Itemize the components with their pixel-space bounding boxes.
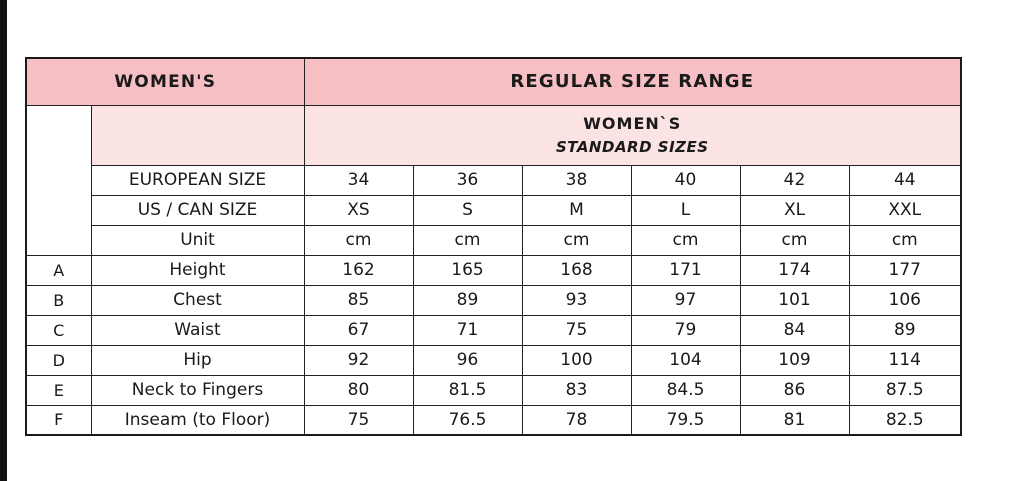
table-row	[26, 255, 961, 285]
row-label: Height	[91, 255, 304, 285]
table-row	[26, 195, 961, 225]
measure-letter: F	[26, 405, 91, 435]
size-value-cell: XXL	[849, 195, 961, 225]
measure-letter: C	[26, 315, 91, 345]
size-value-cell: 75	[522, 315, 631, 345]
size-value-cell: 96	[413, 345, 522, 375]
subheader-title: WOMEN`S	[583, 114, 682, 133]
row-label: Unit	[91, 225, 304, 255]
size-value-cell: 85	[304, 285, 413, 315]
size-value-cell: 89	[413, 285, 522, 315]
size-value-cell: 100	[522, 345, 631, 375]
size-value-cell: 42	[740, 165, 849, 195]
size-value-cell: 162	[304, 255, 413, 285]
size-value-cell: cm	[740, 225, 849, 255]
table-row	[26, 405, 961, 435]
standard-sizes-header	[304, 105, 961, 165]
size-value-cell: 177	[849, 255, 961, 285]
size-value-cell: 75	[304, 405, 413, 435]
subheader-blank-cell	[91, 105, 304, 165]
size-value-cell: 97	[631, 285, 740, 315]
row-label: Neck to Fingers	[91, 375, 304, 405]
table-row	[26, 285, 961, 315]
size-value-cell: 78	[522, 405, 631, 435]
table-row	[26, 165, 961, 195]
size-value-cell: 104	[631, 345, 740, 375]
size-value-cell: 84	[740, 315, 849, 345]
size-chart-table	[25, 57, 962, 436]
row-label: US / CAN SIZE	[91, 195, 304, 225]
subheader-row	[26, 105, 961, 165]
size-value-cell: 171	[631, 255, 740, 285]
womens-header: WOMEN'S	[26, 58, 304, 105]
size-value-cell: 71	[413, 315, 522, 345]
size-value-cell: 82.5	[849, 405, 961, 435]
table-row	[26, 375, 961, 405]
table-row	[26, 225, 961, 255]
size-value-cell: 81	[740, 405, 849, 435]
size-value-cell: 83	[522, 375, 631, 405]
size-value-cell: 106	[849, 285, 961, 315]
subheader-subtitle: STANDARD SIZES	[555, 138, 709, 156]
row-label: EUROPEAN SIZE	[91, 165, 304, 195]
size-value-cell: 174	[740, 255, 849, 285]
size-value-cell: S	[413, 195, 522, 225]
size-value-cell: 101	[740, 285, 849, 315]
size-value-cell: 79	[631, 315, 740, 345]
size-value-cell: cm	[304, 225, 413, 255]
measure-letter: D	[26, 345, 91, 375]
row-label: Chest	[91, 285, 304, 315]
measure-letter: E	[26, 375, 91, 405]
size-value-cell: cm	[413, 225, 522, 255]
size-value-cell: 86	[740, 375, 849, 405]
measure-letter: A	[26, 255, 91, 285]
size-value-cell: 36	[413, 165, 522, 195]
size-value-cell: 38	[522, 165, 631, 195]
size-value-cell: 76.5	[413, 405, 522, 435]
size-value-cell: 67	[304, 315, 413, 345]
size-value-cell: cm	[631, 225, 740, 255]
row-label: Hip	[91, 345, 304, 375]
size-value-cell: L	[631, 195, 740, 225]
row-label: Inseam (to Floor)	[91, 405, 304, 435]
size-value-cell: 79.5	[631, 405, 740, 435]
size-value-cell: 84.5	[631, 375, 740, 405]
table-row	[26, 315, 961, 345]
size-value-cell: 92	[304, 345, 413, 375]
size-value-cell: 80	[304, 375, 413, 405]
table-row	[26, 345, 961, 375]
window-edge	[0, 0, 7, 481]
letter-column-spacer	[26, 105, 91, 255]
size-value-cell: 34	[304, 165, 413, 195]
size-value-cell: XL	[740, 195, 849, 225]
size-value-cell: 44	[849, 165, 961, 195]
size-value-cell: 81.5	[413, 375, 522, 405]
size-value-cell: 87.5	[849, 375, 961, 405]
size-value-cell: 93	[522, 285, 631, 315]
size-value-cell: 40	[631, 165, 740, 195]
header-row	[26, 58, 961, 105]
size-value-cell: 89	[849, 315, 961, 345]
size-value-cell: M	[522, 195, 631, 225]
size-value-cell: cm	[849, 225, 961, 255]
size-value-cell: 165	[413, 255, 522, 285]
size-value-cell: 109	[740, 345, 849, 375]
row-label: Waist	[91, 315, 304, 345]
measure-letter: B	[26, 285, 91, 315]
size-value-cell: 114	[849, 345, 961, 375]
size-value-cell: 168	[522, 255, 631, 285]
size-range-header: REGULAR SIZE RANGE	[304, 58, 961, 105]
size-value-cell: cm	[522, 225, 631, 255]
size-value-cell: XS	[304, 195, 413, 225]
